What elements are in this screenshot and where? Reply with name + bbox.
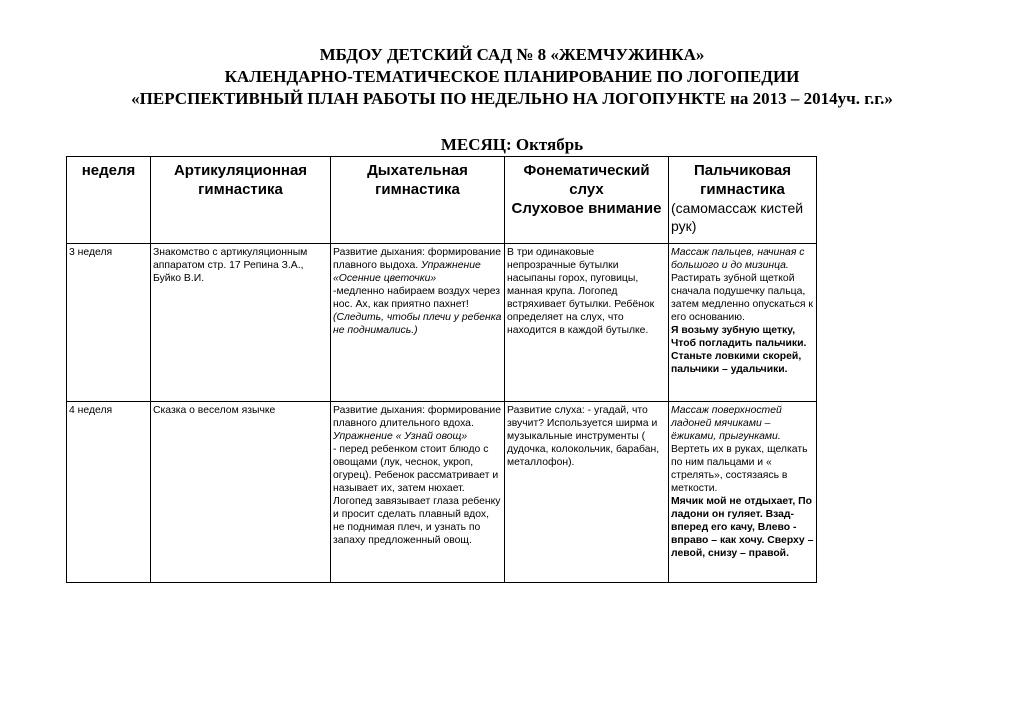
col-header-week: неделя [67, 157, 151, 244]
col-header-artic: Артикуляционная гимнастика [151, 157, 331, 244]
month-title: МЕСЯЦ: Октябрь [440, 135, 584, 154]
cell-breath [331, 402, 505, 583]
finger-instruction: Растирать зубной щеткой сначала подушечку пальца, затем медленно опускаться к его основанию. [671, 273, 813, 323]
finger-poem: Мячик мой не отдыхает, По ладони он гуляет. Взад-вперед его качу, Влево - вправо – как хочу. Сверху – левой, снизу – правой. [671, 496, 814, 559]
cell-finger [669, 402, 817, 583]
col-header-phon [505, 157, 669, 244]
col-header-finger-title: Пальчиковая гимнастика [693, 162, 792, 198]
col-header-phon-line2: Слуховое внимание [511, 200, 662, 217]
finger-instruction: Вертеть их в руках, щелкать по ним пальцами и « стрелять», состязаясь в меткости. [671, 444, 808, 494]
cell-finger [669, 244, 817, 402]
cell-phon: Развитие слуха: - угадай, что звучит? Используется ширма и музыкальные инструменты ( дудочка, колокольчик, барабан, металлофон). [505, 402, 669, 583]
finger-massage: Массаж поверхностей ладоней мячиками – ёжиками, прыгунками. [671, 405, 782, 442]
header-line-1: МБДОУ ДЕТСКИЙ САД № 8 «ЖЕМЧУЖИНКА» [319, 45, 705, 64]
table-header-row [67, 157, 817, 244]
breath-text: Развитие дыхания: формирование плавного длительного вдоха. [333, 405, 502, 429]
breath-exercise: Упражнение « Узнай овощ» [333, 431, 468, 442]
breath-instruction: -медленно набираем воздух через нос. Ах, как приятно пахнет! [333, 286, 501, 310]
table-row [67, 402, 817, 583]
cell-week: 4 неделя [67, 402, 151, 583]
finger-poem: Я возьму зубную щетку, Чтоб погладить пальчики. Станьте ловкими скорей, пальчики – удальчики. [671, 325, 807, 375]
cell-week: 3 неделя [67, 244, 151, 402]
document-header [0, 44, 1024, 110]
plan-table [66, 156, 817, 583]
header-line-2: КАЛЕНДАРНО-ТЕМАТИЧЕСКОЕ ПЛАНИРОВАНИЕ ПО ЛОГОПЕДИИ [224, 67, 800, 86]
finger-massage: Массаж пальцев, начиная с большого и до мизинца. [671, 247, 805, 271]
breath-text: Развитие дыхания: формирование плавного выдоха. [333, 247, 502, 271]
table-row [67, 244, 817, 402]
breath-instruction: - перед ребенком стоит блюдо с овощами (лук, чеснок, укроп, огурец). Ребенок рассматривает и называет их, затем нюхает. Логопед завязывает глаза ребенку и просит сделать плавный вдох, не поднимая плеч, и узнать по запаху предложенный овощ. [333, 444, 501, 546]
header-line-3: «ПЕРСПЕКТИВНЫЙ ПЛАН РАБОТЫ ПО НЕДЕЛЬНО НА ЛОГОПУНКТЕ на 2013 – 2014уч. г.г.» [131, 89, 893, 108]
col-header-finger-sub: (самомассаж кистей рук) [671, 200, 804, 234]
breath-exercise: Упражнение «Осенние цветочки» [333, 260, 481, 284]
cell-phon: В три одинаковые непрозрачные бутылки насыпаны горох, пуговицы, манная крупа. Логопед встряхивает бутылки. Ребёнок определяет на слух, что находится в каждой бутылке. [505, 244, 669, 402]
col-header-breath: Дыхательная гимнастика [331, 157, 505, 244]
cell-breath [331, 244, 505, 402]
breath-note: (Следить, чтобы плечи у ребенка не поднимались.) [333, 312, 502, 336]
col-header-phon-line1: Фонематический слух [523, 162, 650, 198]
cell-artic: Знакомство с артикуляционным аппаратом стр. 17 Репина З.А., Буйко В.И. [151, 244, 331, 402]
col-header-finger [669, 157, 817, 244]
cell-artic: Сказка о веселом язычке [151, 402, 331, 583]
